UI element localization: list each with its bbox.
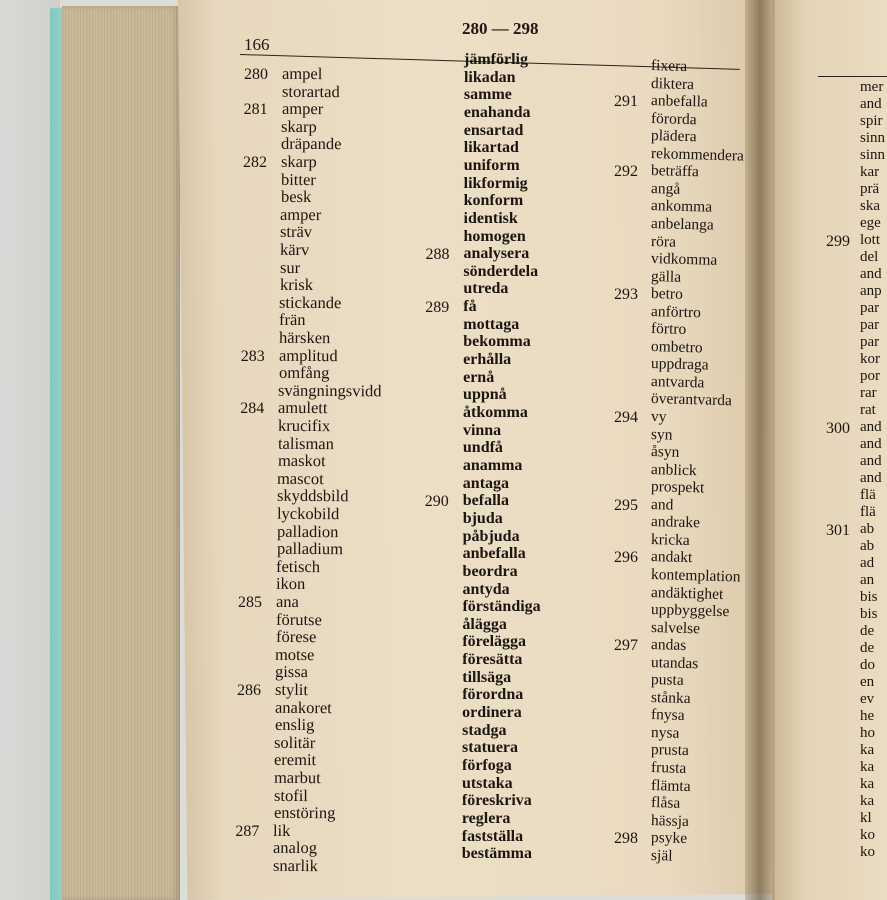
synonym-word: prä <box>860 181 880 197</box>
synonym-word: identisk <box>463 209 518 227</box>
synonym-word: de <box>860 640 875 656</box>
synonym-word: befalla <box>462 492 509 510</box>
synonym-word: förordna <box>462 686 524 704</box>
synonym-word: betro <box>650 285 684 304</box>
synonym-word: ko <box>860 827 875 843</box>
synonym-word: förese <box>275 627 316 647</box>
synonym-word: undfå <box>462 439 503 457</box>
synonym-word: enahanda <box>463 103 531 121</box>
synonym-word: and <box>860 453 882 469</box>
synonym-word: eremit <box>274 750 317 770</box>
synonym-word: fastställa <box>461 827 524 845</box>
synonym-word: storartad <box>281 81 340 101</box>
synonym-word: vy <box>650 408 667 426</box>
synonym-word: flä <box>860 504 876 520</box>
synonym-word: överantvarda <box>650 390 733 410</box>
synonym-word: anbelanga <box>650 214 715 234</box>
synonym-word: stånka <box>650 688 691 707</box>
entry-number: 292 <box>614 163 638 181</box>
synonym-word: få <box>463 298 477 316</box>
synonym-word: ho <box>860 725 875 741</box>
entry-number: 300 <box>826 420 850 437</box>
page-number: 166 <box>244 35 270 54</box>
synonym-word: förutse <box>275 609 322 629</box>
synonym-word: åsyn <box>650 443 680 461</box>
synonym-word: svängningsvidd <box>278 380 383 401</box>
synonym-word: sinn <box>860 130 886 146</box>
synonym-word: uniform <box>463 156 520 174</box>
synonym-word: talisman <box>277 433 334 453</box>
synonym-word: he <box>860 708 875 724</box>
synonym-word: homogen <box>463 227 526 245</box>
entry-number: 295 <box>614 496 638 514</box>
synonym-word: reglera <box>461 809 511 827</box>
synonym-word: ska <box>860 198 880 214</box>
synonym-word: rat <box>860 402 876 418</box>
synonym-word: påbjuda <box>462 527 520 545</box>
synonym-word: anbefalla <box>650 92 709 111</box>
synonym-word: kor <box>860 351 880 367</box>
synonym-word: flåsa <box>650 794 681 812</box>
entry-number: 294 <box>614 409 638 426</box>
synonym-word: krisk <box>279 275 313 295</box>
synonym-word: mottaga <box>463 315 520 333</box>
synonym-word: omfång <box>278 363 330 383</box>
synonym-word: enstöring <box>273 802 336 823</box>
synonym-word: ko <box>860 844 875 860</box>
synonym-word: en <box>860 674 875 690</box>
synonym-word: ampel <box>281 63 323 84</box>
synonym-word: syn <box>650 425 673 444</box>
synonym-word: besk <box>280 187 311 207</box>
synonym-word: kar <box>860 164 880 180</box>
synonym-word: rar <box>860 385 877 401</box>
synonym-word: gälla <box>650 267 682 286</box>
synonym-word: konform <box>463 192 524 210</box>
synonym-word: mascot <box>277 468 325 488</box>
synonym-word: stadga <box>462 721 507 739</box>
synonym-word: and <box>650 495 674 514</box>
synonym-word: fixera <box>650 57 688 76</box>
synonym-word: utandas <box>650 653 699 673</box>
synonym-word: utstaka <box>461 774 513 792</box>
synonym-word: jämförlig <box>464 51 528 68</box>
synonym-word: flämta <box>650 776 691 795</box>
synonym-word: gissa <box>275 662 309 682</box>
synonym-word: mer <box>860 79 884 95</box>
synonym-word: diktera <box>650 74 695 93</box>
synonym-word: nysa <box>650 723 680 742</box>
synonym-word: hässja <box>650 811 690 830</box>
synonym-word: angå <box>650 179 681 198</box>
book-gutter <box>745 0 775 900</box>
synonym-word: par <box>860 300 880 316</box>
synonym-word: pusta <box>650 671 684 690</box>
synonym-word: par <box>860 334 880 350</box>
synonym-word: röra <box>650 232 677 251</box>
synonym-word: ev <box>860 691 875 707</box>
synonym-word: ege <box>860 215 881 231</box>
synonym-word: ensartad <box>463 121 524 139</box>
synonym-word: föresätta <box>462 651 523 669</box>
synonym-word: flä <box>860 487 876 503</box>
synonym-word: andakt <box>650 548 693 567</box>
entry-number: 296 <box>614 549 638 567</box>
synonym-word: sur <box>279 257 301 277</box>
synonym-word: fnysa <box>650 706 685 725</box>
synonym-word: förorda <box>650 109 697 128</box>
synonym-word: ad <box>860 555 875 571</box>
synonym-word: dräpande <box>281 134 342 154</box>
synonym-word: bis <box>860 606 878 622</box>
synonym-word: uppbyggelse <box>650 601 730 621</box>
synonym-word: amper <box>281 99 323 119</box>
synonym-word: del <box>860 249 879 265</box>
synonym-word: anp <box>860 283 882 299</box>
synonym-word: stickande <box>279 292 342 313</box>
synonym-word: and <box>860 419 882 435</box>
synonym-word: psyke <box>650 829 688 848</box>
entry-number: 287 <box>235 822 260 840</box>
synonym-word: antvarda <box>650 372 705 392</box>
synonym-word: vidkomma <box>650 250 718 269</box>
synonym-word: själ <box>650 846 673 865</box>
synonym-word: lott <box>860 232 881 248</box>
synonym-word: prospekt <box>650 478 705 497</box>
synonym-word: bis <box>860 589 878 605</box>
synonym-word: marbut <box>273 767 321 788</box>
synonym-word: utreda <box>463 280 509 298</box>
synonym-word: sinn <box>860 147 886 163</box>
synonym-word: andrake <box>650 513 701 532</box>
synonym-word: sträv <box>280 222 313 242</box>
page-range-header: 280 — 298 <box>462 19 539 38</box>
synonym-word: ernå <box>463 368 495 386</box>
synonym-word: ka <box>860 793 875 809</box>
synonym-word: solitär <box>274 732 316 752</box>
entry-number: 289 <box>425 299 450 317</box>
synonym-word: anblick <box>650 460 697 479</box>
synonym-word: maskot <box>277 451 326 471</box>
entry-number: 280 <box>244 66 268 83</box>
synonym-word: förfoga <box>462 757 512 774</box>
synonym-word: ålägga <box>462 615 507 633</box>
synonym-word: analysera <box>463 245 530 263</box>
synonym-word: bjuda <box>462 509 503 527</box>
synonym-word: erhålla <box>463 351 512 369</box>
entry-number: 281 <box>243 101 268 119</box>
synonym-word: anamma <box>462 456 523 474</box>
synonym-word: samme <box>463 86 512 104</box>
synonym-word: snarlik <box>272 855 318 876</box>
synonym-word: an <box>860 572 875 588</box>
synonym-word: åtkomma <box>463 404 528 421</box>
synonym-word: förelägga <box>462 633 527 651</box>
synonym-word: uppdraga <box>650 355 709 374</box>
synonym-word: vinna <box>462 421 502 439</box>
synonym-word: lyckobild <box>276 503 340 524</box>
synonym-word: amper <box>280 204 322 224</box>
entry-number: 297 <box>614 637 638 655</box>
synonym-word: amulett <box>278 398 328 418</box>
synonym-word: föreskriva <box>461 792 532 810</box>
synonym-word: bestämma <box>461 845 532 863</box>
synonym-word: bitter <box>280 169 316 189</box>
synonym-word: skyddsbild <box>277 486 349 506</box>
synonym-word: likadan <box>463 68 516 86</box>
synonym-word: likformig <box>463 174 528 192</box>
synonym-word: lik <box>273 820 291 840</box>
synonym-word: anförtro <box>650 302 702 322</box>
synonym-word: palladion <box>276 521 339 541</box>
synonym-word: andäktighet <box>650 583 724 603</box>
synonym-word: stofil <box>273 785 308 805</box>
synonym-word: kl <box>860 810 872 826</box>
synonym-word: statuera <box>462 739 519 757</box>
synonym-word: par <box>860 317 880 333</box>
synonym-word: krucifix <box>277 415 331 436</box>
synonym-word: motse <box>275 644 315 664</box>
synonym-word: ab <box>860 521 875 537</box>
entry-number: 288 <box>425 246 450 264</box>
synonym-word: prusta <box>650 741 690 760</box>
entry-number: 299 <box>826 233 850 250</box>
synonym-word: ka <box>860 776 875 792</box>
synonym-word: spir <box>860 113 883 129</box>
synonym-word: frän <box>279 310 306 330</box>
synonym-word: do <box>860 657 875 673</box>
entry-number: 286 <box>237 682 261 699</box>
synonym-word: frusta <box>650 759 687 777</box>
synonym-word: palladium <box>276 538 343 559</box>
synonym-word: anbefalla <box>462 545 526 563</box>
synonym-word: bekomma <box>463 333 531 351</box>
entry-number: 284 <box>240 400 265 418</box>
synonym-word: förständiga <box>462 598 541 616</box>
synonym-word: ankomma <box>650 197 713 217</box>
synonym-word: likartad <box>463 139 519 157</box>
synonym-word: kontemplation <box>650 565 741 586</box>
synonym-word: antaga <box>462 474 510 492</box>
synonym-word: and <box>860 266 882 282</box>
synonym-word: stylit <box>274 679 309 700</box>
synonym-word: ab <box>860 538 875 554</box>
entry-number: 290 <box>424 493 449 511</box>
synonym-word: kricka <box>650 530 690 549</box>
entry-number: 298 <box>614 830 638 848</box>
entry-number: 301 <box>826 522 850 539</box>
synonym-word: salvelse <box>650 618 701 637</box>
synonym-word: skarp <box>280 151 317 172</box>
synonym-word: and <box>860 470 882 486</box>
synonym-word: beordra <box>462 562 518 580</box>
synonym-word: kärv <box>279 239 310 260</box>
synonym-word: anakoret <box>274 697 332 717</box>
synonym-word: de <box>860 623 875 639</box>
synonym-word: ana <box>275 591 299 612</box>
entry-number: 283 <box>240 347 265 365</box>
synonym-word: skarp <box>281 116 318 136</box>
synonym-word: antyda <box>462 580 510 598</box>
synonym-word: rekommendera <box>650 144 745 165</box>
synonym-word: and <box>860 436 882 452</box>
synonym-word: sönderdela <box>463 262 539 280</box>
synonym-word: ordinera <box>462 704 522 722</box>
page-edges <box>62 6 180 900</box>
synonym-word: por <box>860 368 880 384</box>
synonym-word: ka <box>860 742 875 758</box>
synonym-word: andas <box>650 636 687 655</box>
synonym-word: ka <box>860 759 875 775</box>
synonym-word: and <box>860 96 882 112</box>
synonym-word: härsken <box>278 327 331 348</box>
synonym-word: amplitud <box>278 345 338 365</box>
synonym-word: förtro <box>650 320 687 339</box>
synonym-word: fetisch <box>276 556 321 576</box>
entry-number: 293 <box>614 286 638 304</box>
synonym-word: ikon <box>276 574 306 594</box>
synonym-word: plädera <box>650 127 697 146</box>
entry-number: 282 <box>243 154 267 171</box>
entry-number: 285 <box>238 594 262 611</box>
synonym-word: beträffa <box>650 162 700 181</box>
synonym-word: uppnå <box>463 386 507 404</box>
synonym-word: enslig <box>274 715 315 735</box>
synonym-word: ombetro <box>650 337 703 357</box>
entry-number: 291 <box>614 93 638 111</box>
synonym-word: tillsäga <box>462 668 512 686</box>
synonym-word: analog <box>273 838 318 858</box>
